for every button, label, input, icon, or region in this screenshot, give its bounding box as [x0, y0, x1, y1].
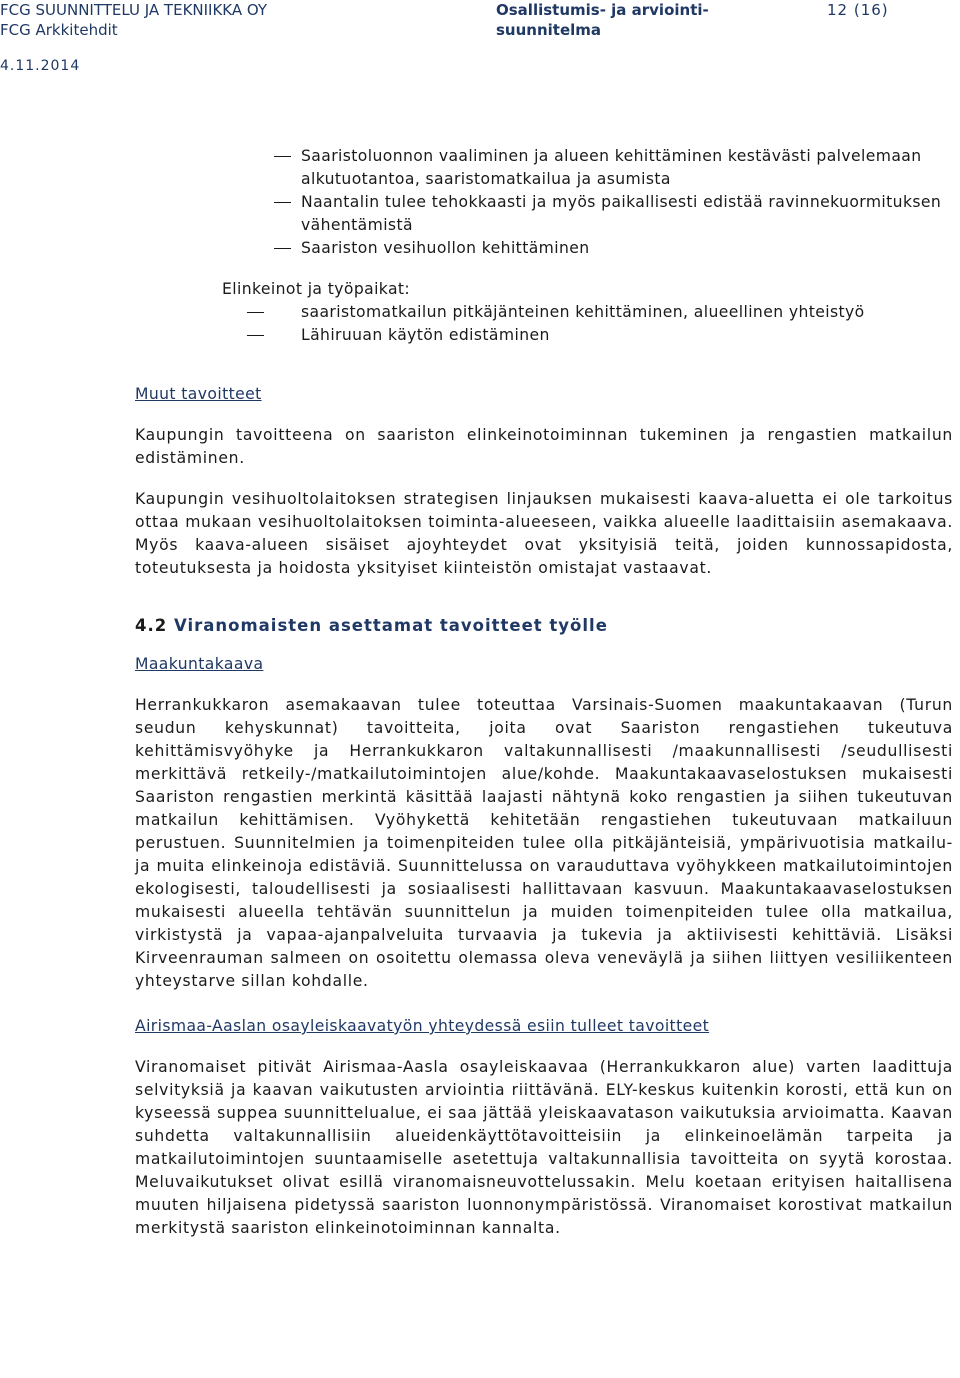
header-document-title — [496, 0, 756, 40]
bullet-list-elinkeinot — [135, 301, 953, 347]
dash-bullet-icon — [274, 248, 291, 249]
header-org-line1: FCG SUUNNITTELU JA TEKNIIKKA OY — [0, 1, 268, 19]
section-title: Viranomaisten asettamat tavoitteet työlle — [173, 616, 608, 635]
document-body — [135, 145, 953, 1240]
airismaa-heading: Airismaa-Aaslan osayleiskaavatyön yhteydessä esiin tulleet tavoitteet — [135, 1017, 710, 1035]
maakuntakaava-heading: Maakuntakaava — [135, 655, 264, 673]
header-page-number: 12 (16) — [827, 1, 889, 19]
list-item: Naantalin tulee tehokkaasti ja myös paikallisesti edistää ravinnekuormituksen vähentämistä — [135, 191, 953, 237]
elinkeinot-heading: Elinkeinot ja työpaikat: — [222, 280, 411, 298]
maakuntakaava-paragraph: Herrankukkaron asemakaavan tulee toteuttaa Varsinais-Suomen maakuntakaavan (Turun seudun kehyskunnat) tavoitteita, joita ovat Saariston rengastiehen tukeutuva kehittämisvyöhyke ja Herrankukkaron valtakunnallisesti /maakunnallisesti /seudullisesti merkittävä retkeily-/matkailutoimintojen alue/kohde. Maakuntakaavaselostuksen mukaisesti Saariston rengastien merkintä käsittää laajasti nähtynä koko rengastien ja siihen tukeutuvan matkailun kehittämisen. Vyöhykettä kehitetään rengastiehen tukeutuvaan matkailuun perustuen. Suunnitelmien ja toimenpiteiden tulee olla pitkäjänteisiä, ympärivuotisia matkailu- ja muita elinkeinoja edistäviä. Suunnittelussa on varauduttava vyöhykkeen matkailutoimintojen ekologisesti, taloudellisesti ja sosiaalisesti hallittavaan kasvuun. Maakuntakaavaselostuksen mukaisesti alueella tehtävän suunnittelun ja muiden toimenpiteiden tulee olla matkailua, virkistystä ja vapaa-ajanpalveluita turvaavia ja tukevia ja aktiivisesti kehittäviä. Lisäksi Kirveenrauman salmeen on osoitettu olemassa oleva veneväylä ja siihen liittyen vesiliikenteen yhteystarve sillan kohdalle. — [135, 696, 953, 990]
dash-bullet-icon — [274, 156, 291, 157]
airismaa-paragraph: Viranomaiset pitivät Airismaa-Aasla osayleiskaavaa (Herrankukkaron alue) varten laadittuja selvityksiä ja kaavan vaikutusten arviointia riittävänä. ELY-keskus kuitenkin korosti, että kun on kyseessä suppea suunnittelualue, ei saa jättää yleiskaavatason vaikutuksia arvioimatta. Kaavan suhdetta valtakunnallisiin alueidenkäyttötavoitteisiin ja elinkeinoelämän tarpeita ja matkailutoimintojen suuntaamiselle asetettuja valtakunnallisia tavoitteita on syytä korostaa. Meluvaikutukset olivat esillä viranomaisneuvottelussakin. Melu koetaan erityisen haitallisena muuten hiljaisena pidetyssä saariston luonnonympäristössä. Viranomaiset korostivat matkailun merkitystä saariston elinkeinotoiminnan kannalta. — [135, 1058, 953, 1237]
section-number: 4.2 — [135, 616, 168, 635]
list-item: Saariston vesihuollon kehittäminen — [135, 237, 953, 260]
header-doc-line2: suunnitelma — [496, 21, 602, 39]
dash-bullet-icon — [247, 335, 264, 336]
muut-paragraph-2: Kaupungin vesihuoltolaitoksen strategisen linjauksen mukaisesti kaava-aluetta ei ole tarkoitus ottaa mukaan vesihuoltolaitoksen toiminta-alueeseen, vaikka alueelle laadittaisiin asemakaava. Myös kaava-alueen sisäiset ajoyhteydet ovat yksityisiä teitä, joiden kunnossapidosta, toteutuksesta ja hoidosta yksityiset kiinteistön omistajat vastaavat. — [135, 490, 953, 577]
header-date: 4.11.2014 — [0, 58, 81, 74]
muut-tavoitteet-heading: Muut tavoitteet — [135, 385, 262, 403]
header-doc-line1: Osallistumis- ja arviointi- — [496, 1, 709, 19]
header-org-line2: FCG Arkkitehdit — [0, 21, 118, 39]
list-item: saaristomatkailun pitkäjänteinen kehittäminen, alueellinen yhteistyö — [135, 301, 953, 324]
header-organization — [0, 0, 267, 40]
dash-bullet-icon — [274, 202, 291, 203]
list-item: Lähiruuan käytön edistäminen — [135, 324, 953, 347]
dash-bullet-icon — [247, 312, 264, 313]
muut-paragraph-1: Kaupungin tavoitteena on saariston elinkeinotoiminnan tukeminen ja rengastien matkailun edistäminen. — [135, 426, 953, 467]
bullet-list-top — [135, 145, 953, 260]
page-header — [0, 0, 960, 80]
section-heading — [135, 616, 953, 635]
list-item: Saaristoluonnon vaaliminen ja alueen kehittäminen kestävästi palvelemaan alkutuotantoa, saaristomatkailua ja asumista — [135, 145, 953, 191]
